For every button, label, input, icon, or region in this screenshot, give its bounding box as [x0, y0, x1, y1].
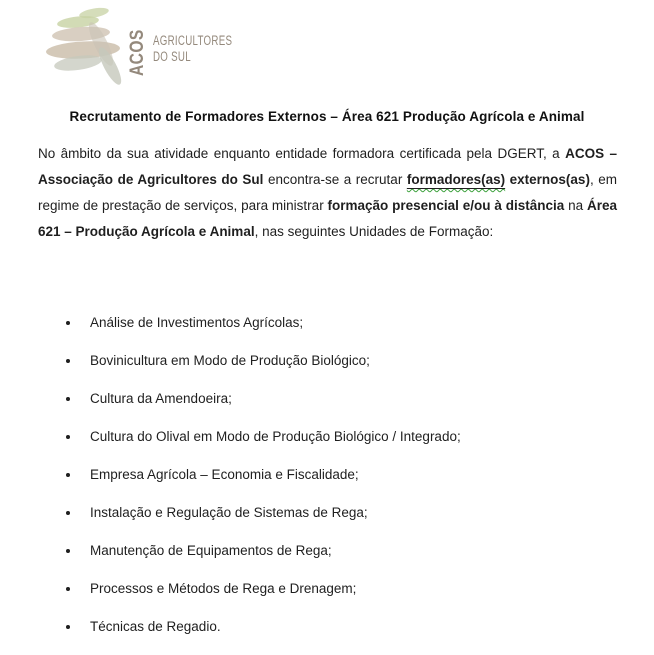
training-units-list — [38, 313, 617, 655]
list-item-text: Manutenção de Equipamentos de Rega; — [90, 543, 332, 558]
acos-logo — [38, 4, 268, 90]
logo-name-line2: DO SUL — [153, 49, 191, 64]
intro-segment: encontra-se a recrutar — [263, 172, 407, 187]
list-item — [90, 389, 617, 409]
list-item — [90, 579, 617, 599]
list-item-text: Instalação e Regulação de Sistemas de Rega; — [90, 505, 368, 520]
intro-segment-org-name: ACOS – Associação de Agricultores do Sul — [38, 146, 618, 187]
list-item-text: Processos e Métodos de Rega e Drenagem; — [90, 581, 357, 596]
intro-segment: , em regime de prestação de serviços, para ministrar — [38, 172, 617, 213]
intro-segment: No âmbito da sua atividade enquanto entidade formadora certificada pela DGERT, a — [38, 146, 566, 161]
intro-segment: na — [564, 198, 587, 213]
list-item-text: Técnicas de Regadio. — [90, 619, 221, 634]
intro-segment-area: Área 621 – Produção Agrícola e Animal — [38, 198, 617, 239]
logo-acronym: ACOS — [127, 29, 148, 76]
list-item-text: Análise de Investimentos Agrícolas; — [90, 315, 304, 330]
intro-paragraph — [38, 141, 617, 245]
list-item-text: Cultura da Amendoeira; — [90, 391, 232, 406]
spellcheck-squiggle — [407, 172, 505, 187]
list-item — [90, 465, 617, 485]
list-item — [90, 427, 617, 447]
bullet-icon — [66, 549, 70, 553]
list-item-text: Bovinicultura em Modo de Produção Biológico; — [90, 353, 370, 368]
list-item-text: Empresa Agrícola – Economia e Fiscalidade; — [90, 467, 359, 482]
list-item-text: Cultura do Olival em Modo de Produção Biológico / Integrado; — [90, 429, 461, 444]
page-title: Recrutamento de Formadores Externos – Área 621 Produção Agrícola e Animal — [69, 109, 585, 124]
bullet-icon — [66, 435, 70, 439]
list-item — [90, 313, 617, 333]
intro-segment: , nas seguintes Unidades de Formação: — [254, 224, 494, 239]
bullet-icon — [66, 321, 70, 325]
intro-segment-formadores: formadores(as) — [406, 172, 506, 187]
list-item — [90, 541, 617, 561]
intro-segment-formacao: formação presencial e/ou à distância — [327, 198, 565, 213]
logo-wordmark — [153, 33, 232, 65]
logo-name-line1: AGRICULTORES — [153, 33, 233, 48]
bullet-icon — [66, 473, 70, 477]
bullet-icon — [66, 397, 70, 401]
bullet-icon — [66, 359, 70, 363]
list-item — [90, 351, 617, 371]
list-item — [90, 503, 617, 523]
bullet-icon — [66, 625, 70, 629]
bullet-icon — [66, 511, 70, 515]
intro-segment-externos: externos(as) — [509, 172, 590, 187]
list-item — [90, 617, 617, 637]
bullet-icon — [66, 587, 70, 591]
